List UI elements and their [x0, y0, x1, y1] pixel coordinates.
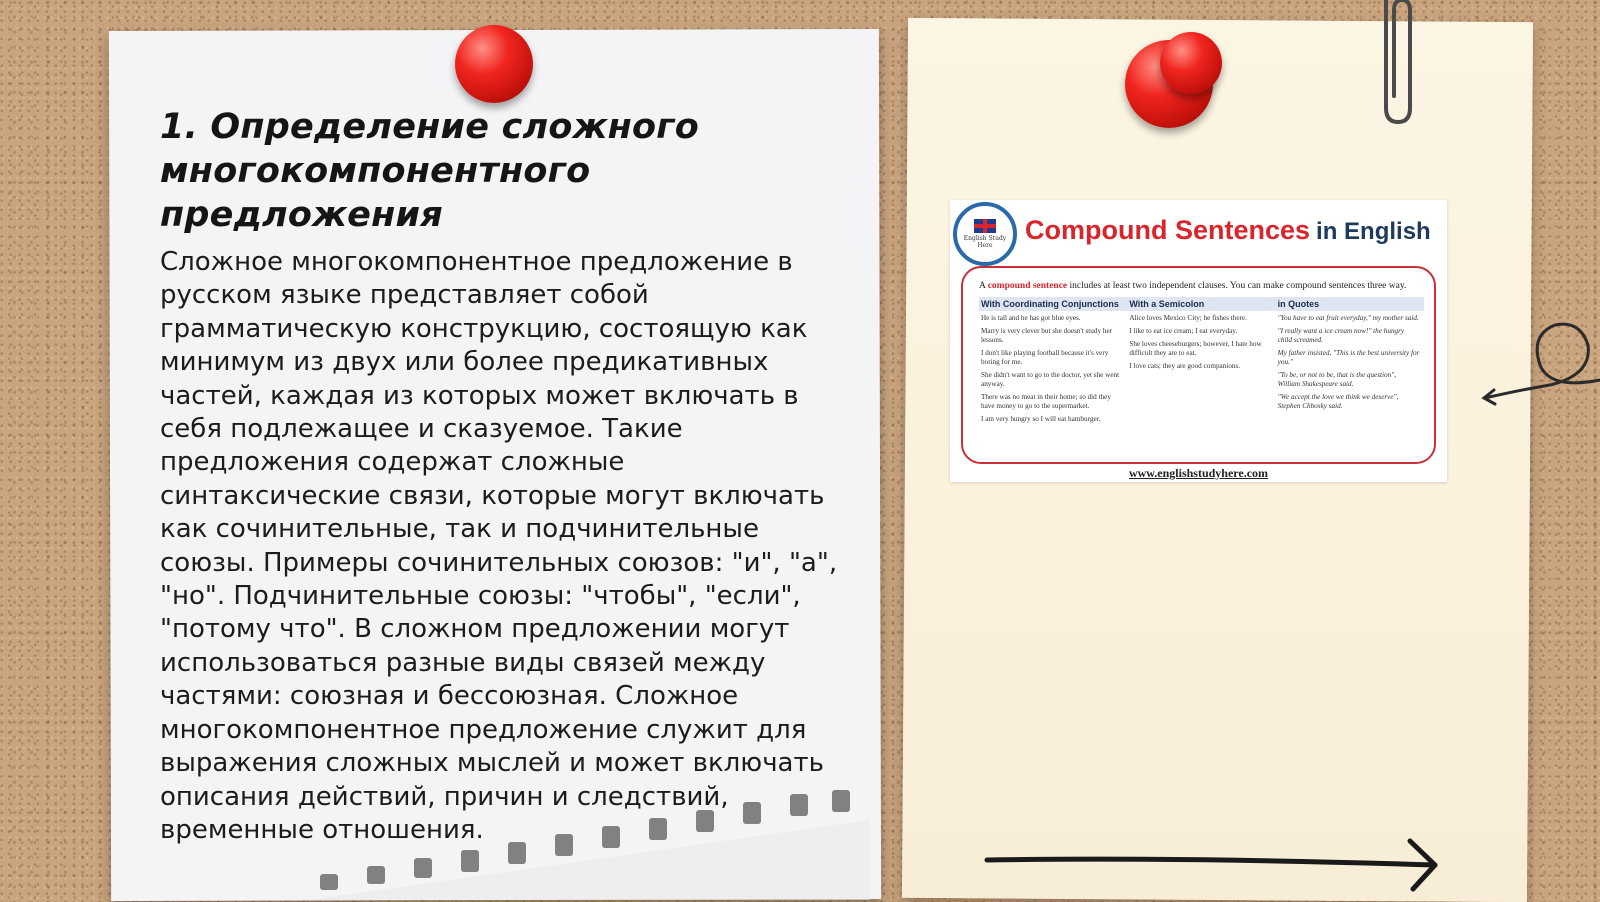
example-sentence: "To be, or not to be, that is the question", William Shakespeare said. — [1277, 371, 1397, 388]
logo-text: English Study Here — [963, 235, 1007, 249]
example-sentence: Marry is very clever but she doesn't study her lessons. — [981, 327, 1113, 344]
loop-arrow-doodle — [1480, 310, 1600, 410]
example-sentence: She loves cheeseburgers; however, I hate how difficult they are to eat. — [1129, 340, 1262, 357]
example-sentence: I like to eat ice cream; I eat everyday. — [1129, 327, 1238, 335]
column-header: in Quotes — [1277, 299, 1320, 309]
slide-body-text: Сложное многокомпонентное предложение в русском языке представляет собой грамматическую конструкцию, состоящую как минимум из двух или более предикативных частей, каждая из которых может включать в себя подлежащее и сказуемое. Такие предложения содержат сложные синтаксические связи, которые могут включать как сочинительные, так и подчинительные союзы. Примеры сочинительных союзов: "и", "а", "но". Подчинительные союзы: "чтобы", "если", "потому что". В сложном предложении могут использоваться разные виды связей между частями: союзная и бессоюзная. Сложное многокомпонентное предложение служит для выражения сложных мыслей и может включать описания действий, причин и следствий, временные отношения. — [160, 247, 838, 845]
infographic-intro: A compound sentence includes at least two independent clauses. You can make compound sentences three way. — [979, 281, 1407, 291]
example-sentence: Alice loves Mexico City; he fishes there. — [1129, 314, 1247, 322]
english-study-here-logo — [953, 202, 1017, 266]
slide-title: 1. Определение сложного многокомпонентного предложения — [160, 107, 699, 235]
coordinating-conjunctions-column — [979, 314, 1127, 428]
infographic-title-suffix: in English — [1316, 218, 1431, 245]
compound-sentences-infographic — [950, 200, 1447, 482]
column-header: With a Semicolon — [1129, 299, 1205, 309]
infographic-examples — [979, 314, 1424, 428]
quotes-column — [1276, 314, 1424, 428]
right-arrow-icon — [985, 835, 1445, 895]
red-pushpin-right-front — [1160, 32, 1222, 94]
paperclip-icon — [1372, 0, 1422, 130]
infographic-content-box — [961, 266, 1436, 464]
column-header: With Coordinating Conjunctions — [981, 299, 1119, 309]
infographic-url: www.englishstudyhere.com — [1128, 466, 1269, 480]
example-sentence: "You have to eat fruit everyday," my mother said. — [1277, 314, 1419, 322]
example-sentence: She didn't want to go to the doctor, yet she went anyway. — [981, 371, 1120, 388]
example-sentence: "I really want a ice cream now!" the hungry child screamed. — [1277, 327, 1405, 344]
example-sentence: I am very hungry so I will eat hamburger. — [981, 415, 1101, 423]
semicolon-column — [1127, 314, 1275, 428]
infographic-column-headers — [979, 297, 1424, 311]
infographic-title — [1025, 215, 1431, 246]
infographic-title-main: Compound Sentences — [1025, 215, 1311, 245]
example-sentence: My father insisted, "This is the best university for you." — [1277, 349, 1420, 366]
example-sentence: I don't like playing football because it's very boring for me. — [981, 349, 1109, 366]
example-sentence: "We accept the love we think we deserve", Stephen Chbosky said. — [1277, 393, 1399, 410]
uk-flag-icon — [974, 219, 996, 233]
example-sentence: He is tall and he has got blue eyes. — [981, 314, 1081, 322]
example-sentence: I love cats; they are good companions. — [1129, 362, 1241, 370]
example-sentence: There was no meat in their home; so did they have money to go to the supermarket. — [981, 393, 1111, 410]
red-pushpin-left — [455, 25, 533, 103]
